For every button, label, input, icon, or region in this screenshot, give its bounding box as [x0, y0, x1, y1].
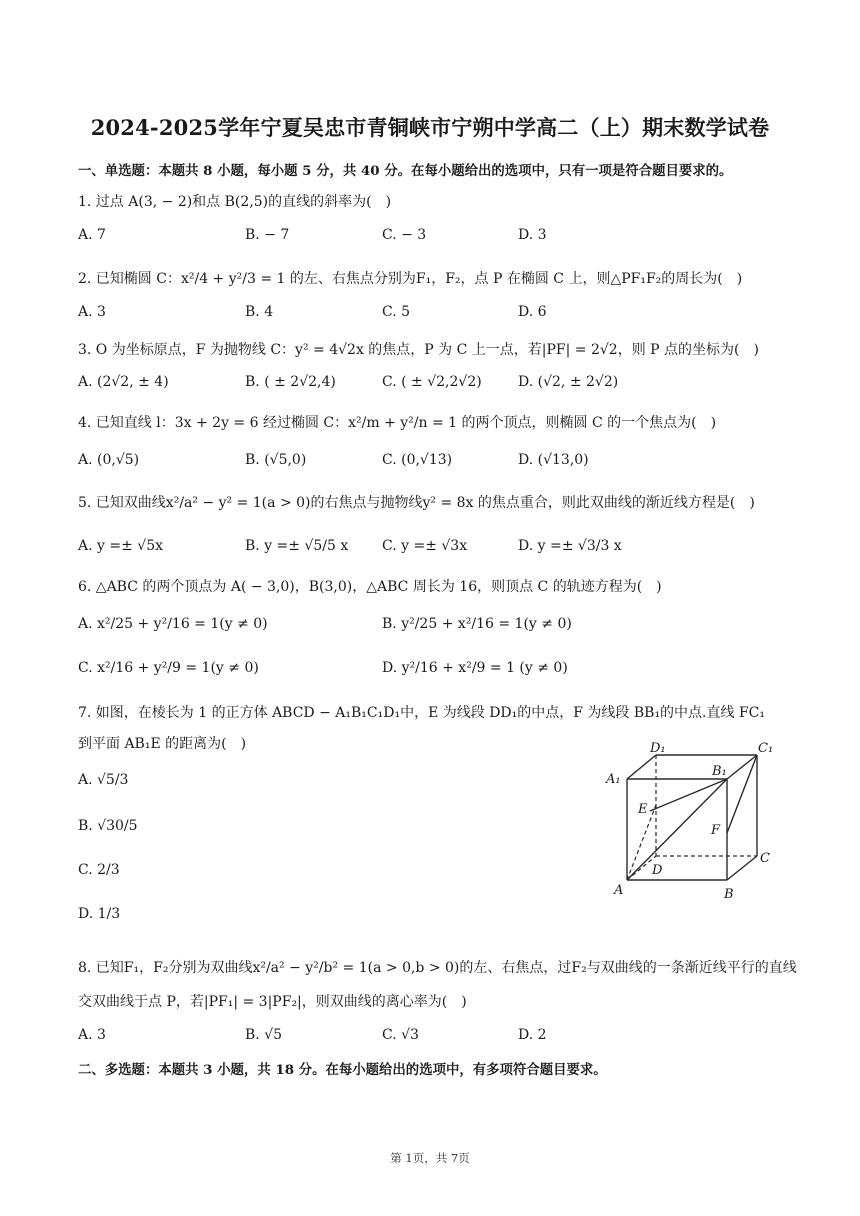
question-8-option-a: A. 3 — [78, 1027, 106, 1043]
question-5-option-d: D. y =± √3/3 x — [518, 538, 622, 554]
question-5-option-a: A. y =± √5x — [78, 538, 164, 554]
edge-bc — [727, 856, 757, 880]
label-b: B — [724, 887, 734, 902]
question-7-option-d: D. 1/3 — [78, 906, 121, 922]
question-2-option-d: D. 6 — [518, 304, 547, 320]
question-7-stem: 7. 如图，在棱长为 1 的正方体 ABCD − A₁B₁C₁D₁中，E 为线段 DD₁的中点，F 为线段 BB₁的中点.直线 FC₁ — [78, 705, 765, 721]
question-8-stem: 8. 已知F₁，F₂分别为双曲线x²/a² − y²/b² = 1(a > 0,b > 0)的左、右焦点，过F₂与双曲线的一条渐近线平行的直线 — [78, 960, 797, 976]
question-2-option-b: B. 4 — [245, 304, 274, 320]
label-d: D — [652, 863, 663, 878]
question-4-option-c: C. (0,√13) — [382, 452, 453, 468]
page-title: 2024-2025学年宁夏吴忠市青铜峡市宁朔中学高二（上）期末数学试卷 — [90, 115, 770, 140]
question-4-option-b: B. (√5,0) — [245, 452, 307, 468]
question-2-option-a: A. 3 — [78, 304, 106, 320]
question-8-stem-line2: 交双曲线于点 P，若|PF₁| = 3|PF₂|，则双曲线的离心率为( ) — [78, 994, 467, 1010]
question-1-option-c: C. − 3 — [382, 227, 427, 243]
question-7-option-b: B. √30/5 — [78, 818, 138, 834]
question-6-option-b: B. y²/25 + x²/16 = 1(y ≠ 0) — [382, 616, 572, 632]
question-3-option-b: B. ( ± 2√2,4) — [245, 374, 336, 390]
cube-figure — [600, 738, 790, 908]
question-3-option-d: D. (√2, ± 2√2) — [518, 374, 619, 390]
section-heading-single-choice: 一、单选题：本题共 8 小题，每小题 5 分，共 40 分。在每小题给出的选项中，只有一项是符合题目要求的。 — [78, 163, 733, 179]
label-d1: D₁ — [650, 741, 666, 756]
question-5-option-b: B. y =± √5/5 x — [245, 538, 349, 554]
question-7-option-c: C. 2/3 — [78, 862, 120, 878]
question-2-stem: 2. 已知椭圆 C：x²/4 + y²/3 = 1 的左、右焦点分别为F₁，F₂，点 P 在椭圆 C 上，则△PF₁F₂的周长为( ) — [78, 271, 743, 287]
segment-b1e — [650, 779, 727, 811]
question-8-option-d: D. 2 — [518, 1027, 547, 1043]
question-1-option-b: B. − 7 — [245, 227, 290, 243]
label-c1: C₁ — [758, 741, 774, 756]
label-c: C — [760, 851, 770, 866]
question-3-option-c: C. ( ± √2,2√2) — [382, 374, 482, 390]
question-6-option-a: A. x²/25 + y²/16 = 1(y ≠ 0) — [78, 616, 268, 632]
question-6-option-c: C. x²/16 + y²/9 = 1(y ≠ 0) — [78, 660, 259, 676]
question-8-option-b: B. √5 — [245, 1027, 283, 1043]
label-b1: B₁ — [712, 764, 727, 779]
question-2-option-c: C. 5 — [382, 304, 411, 320]
question-7-option-a: A. √5/3 — [78, 772, 129, 788]
question-5-stem: 5. 已知双曲线x²/a² − y² = 1(a > 0)的右焦点与抛物线y² = 8x 的焦点重合，则此双曲线的渐近线方程是( ) — [78, 495, 755, 511]
question-1-option-d: D. 3 — [518, 227, 547, 243]
question-4-option-d: D. (√13,0) — [518, 452, 589, 468]
label-e: E — [638, 802, 648, 817]
question-7-stem-line2: 到平面 AB₁E 的距离为( ) — [78, 736, 247, 752]
question-8-option-c: C. √3 — [382, 1027, 419, 1043]
label-f: F — [711, 823, 721, 838]
label-a1: A₁ — [606, 772, 621, 787]
edge-a1d1 — [627, 755, 656, 779]
label-a: A — [614, 883, 624, 898]
question-3-stem: 3. O 为坐标原点，F 为抛物线 C：y² = 4√2x 的焦点，P 为 C 上一点，若|PF| = 2√2，则 P 点的坐标为( ) — [78, 342, 759, 358]
question-3-option-a: A. (2√2, ± 4) — [78, 374, 169, 390]
question-1-stem: 1. 过点 A(3, − 2)和点 B(2,5)的直线的斜率为( ) — [78, 194, 392, 210]
question-6-stem: 6. △ABC 的两个顶点为 A( − 3,0)，B(3,0)，△ABC 周长为 16，则顶点 C 的轨迹方程为( ) — [78, 579, 662, 595]
question-6-option-d: D. y²/16 + x²/9 = 1 (y ≠ 0) — [382, 660, 568, 676]
section-heading-multi-choice: 二、多选题：本题共 3 小题，共 18 分。在每小题给出的选项中，有多项符合题目要求。 — [78, 1062, 607, 1078]
page-footer: 第 1页，共 7页 — [390, 1151, 470, 1165]
question-4-option-a: A. (0,√5) — [78, 452, 140, 468]
question-1-option-a: A. 7 — [78, 227, 106, 243]
question-4-stem: 4. 已知直线 l：3x + 2y = 6 经过椭圆 C：x²/m + y²/n = 1 的两个顶点，则椭圆 C 的一个焦点为( ) — [78, 415, 717, 431]
question-5-option-c: C. y =± √3x — [382, 538, 468, 554]
